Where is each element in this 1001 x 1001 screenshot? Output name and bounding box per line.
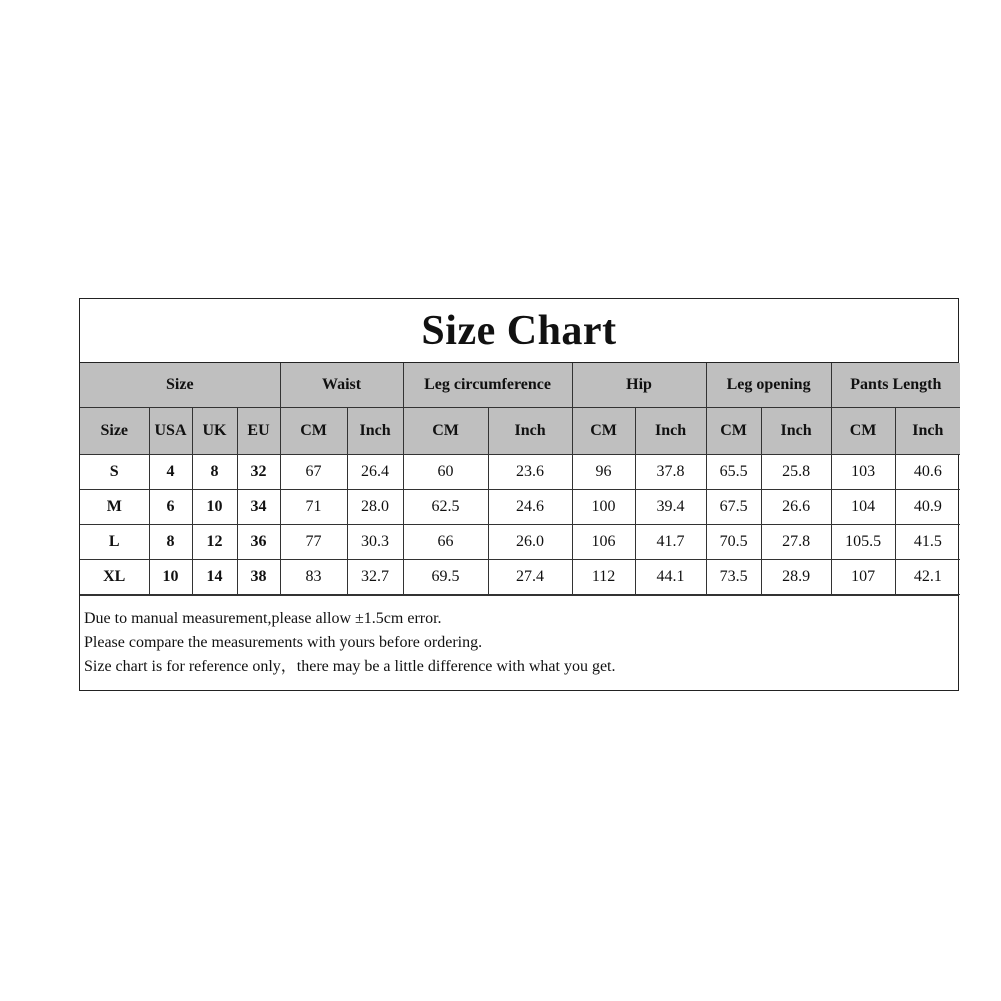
sub-header-eu: EU [237, 408, 280, 455]
waist-inch-cell: 30.3 [347, 525, 403, 560]
leg-circ-cm-cell: 66 [403, 525, 488, 560]
waist-cm-cell: 71 [280, 490, 347, 525]
sub-header-waist-cm: CM [280, 408, 347, 455]
sub-header-leg-open-inch: Inch [761, 408, 831, 455]
hip-inch-cell: 37.8 [635, 455, 706, 490]
pants-len-cm-cell: 103 [831, 455, 895, 490]
sub-header-leg-circ-inch: Inch [488, 408, 572, 455]
size-chart [79, 298, 959, 691]
hip-inch-cell: 41.7 [635, 525, 706, 560]
group-header-row [80, 363, 960, 408]
hip-cm-cell: 100 [572, 490, 635, 525]
leg-open-cm-cell: 70.5 [706, 525, 761, 560]
pants-len-inch-cell: 42.1 [895, 560, 960, 595]
leg-open-inch-cell: 28.9 [761, 560, 831, 595]
table-row [80, 490, 960, 525]
leg-circ-inch-cell: 24.6 [488, 490, 572, 525]
size-cell: XL [80, 560, 149, 595]
leg-open-inch-cell: 27.8 [761, 525, 831, 560]
usa-cell: 10 [149, 560, 192, 595]
size-cell: L [80, 525, 149, 560]
usa-cell: 6 [149, 490, 192, 525]
sub-header-pants-len-inch: Inch [895, 408, 960, 455]
pants-len-cm-cell: 104 [831, 490, 895, 525]
hip-inch-cell: 44.1 [635, 560, 706, 595]
eu-cell: 38 [237, 560, 280, 595]
group-header-pants-length: Pants Length [831, 363, 960, 408]
note-line: Please compare the measurements with yours before ordering. [84, 634, 483, 651]
leg-circ-inch-cell: 26.0 [488, 525, 572, 560]
waist-cm-cell: 67 [280, 455, 347, 490]
hip-cm-cell: 112 [572, 560, 635, 595]
waist-inch-cell: 26.4 [347, 455, 403, 490]
hip-cm-cell: 96 [572, 455, 635, 490]
leg-open-cm-cell: 73.5 [706, 560, 761, 595]
waist-cm-cell: 83 [280, 560, 347, 595]
leg-open-cm-cell: 67.5 [706, 490, 761, 525]
sub-header-leg-circ-cm: CM [403, 408, 488, 455]
leg-circ-inch-cell: 27.4 [488, 560, 572, 595]
notes [80, 595, 958, 679]
group-header-leg-opening: Leg opening [706, 363, 831, 408]
pants-len-inch-cell: 40.9 [895, 490, 960, 525]
pants-len-cm-cell: 107 [831, 560, 895, 595]
sub-header-usa: USA [149, 408, 192, 455]
leg-open-inch-cell: 26.6 [761, 490, 831, 525]
sub-header-waist-inch: Inch [347, 408, 403, 455]
sub-header-pants-len-cm: CM [831, 408, 895, 455]
note-line: Size chart is for reference only，there may be a little difference with what you get. [84, 658, 616, 675]
eu-cell: 32 [237, 455, 280, 490]
leg-circ-cm-cell: 62.5 [403, 490, 488, 525]
waist-inch-cell: 28.0 [347, 490, 403, 525]
leg-open-inch-cell: 25.8 [761, 455, 831, 490]
size-table [80, 363, 960, 595]
size-cell: M [80, 490, 149, 525]
note-line: Due to manual measurement,please allow ±1.5cm error. [84, 610, 442, 627]
table-row [80, 525, 960, 560]
usa-cell: 4 [149, 455, 192, 490]
table-row [80, 560, 960, 595]
sub-header-row [80, 408, 960, 455]
sub-header-size: Size [80, 408, 149, 455]
table-row [80, 455, 960, 490]
hip-inch-cell: 39.4 [635, 490, 706, 525]
size-cell: S [80, 455, 149, 490]
size-chart-title: Size Chart [80, 299, 958, 363]
group-header-size: Size [80, 363, 280, 408]
leg-circ-inch-cell: 23.6 [488, 455, 572, 490]
pants-len-cm-cell: 105.5 [831, 525, 895, 560]
uk-cell: 12 [192, 525, 237, 560]
hip-cm-cell: 106 [572, 525, 635, 560]
group-header-leg-circumference: Leg circumference [403, 363, 572, 408]
pants-len-inch-cell: 41.5 [895, 525, 960, 560]
eu-cell: 36 [237, 525, 280, 560]
group-header-waist: Waist [280, 363, 403, 408]
sub-header-uk: UK [192, 408, 237, 455]
usa-cell: 8 [149, 525, 192, 560]
eu-cell: 34 [237, 490, 280, 525]
sub-header-hip-cm: CM [572, 408, 635, 455]
uk-cell: 14 [192, 560, 237, 595]
pants-len-inch-cell: 40.6 [895, 455, 960, 490]
uk-cell: 10 [192, 490, 237, 525]
leg-circ-cm-cell: 60 [403, 455, 488, 490]
leg-circ-cm-cell: 69.5 [403, 560, 488, 595]
sub-header-leg-open-cm: CM [706, 408, 761, 455]
waist-cm-cell: 77 [280, 525, 347, 560]
uk-cell: 8 [192, 455, 237, 490]
group-header-hip: Hip [572, 363, 706, 408]
sub-header-hip-inch: Inch [635, 408, 706, 455]
leg-open-cm-cell: 65.5 [706, 455, 761, 490]
waist-inch-cell: 32.7 [347, 560, 403, 595]
